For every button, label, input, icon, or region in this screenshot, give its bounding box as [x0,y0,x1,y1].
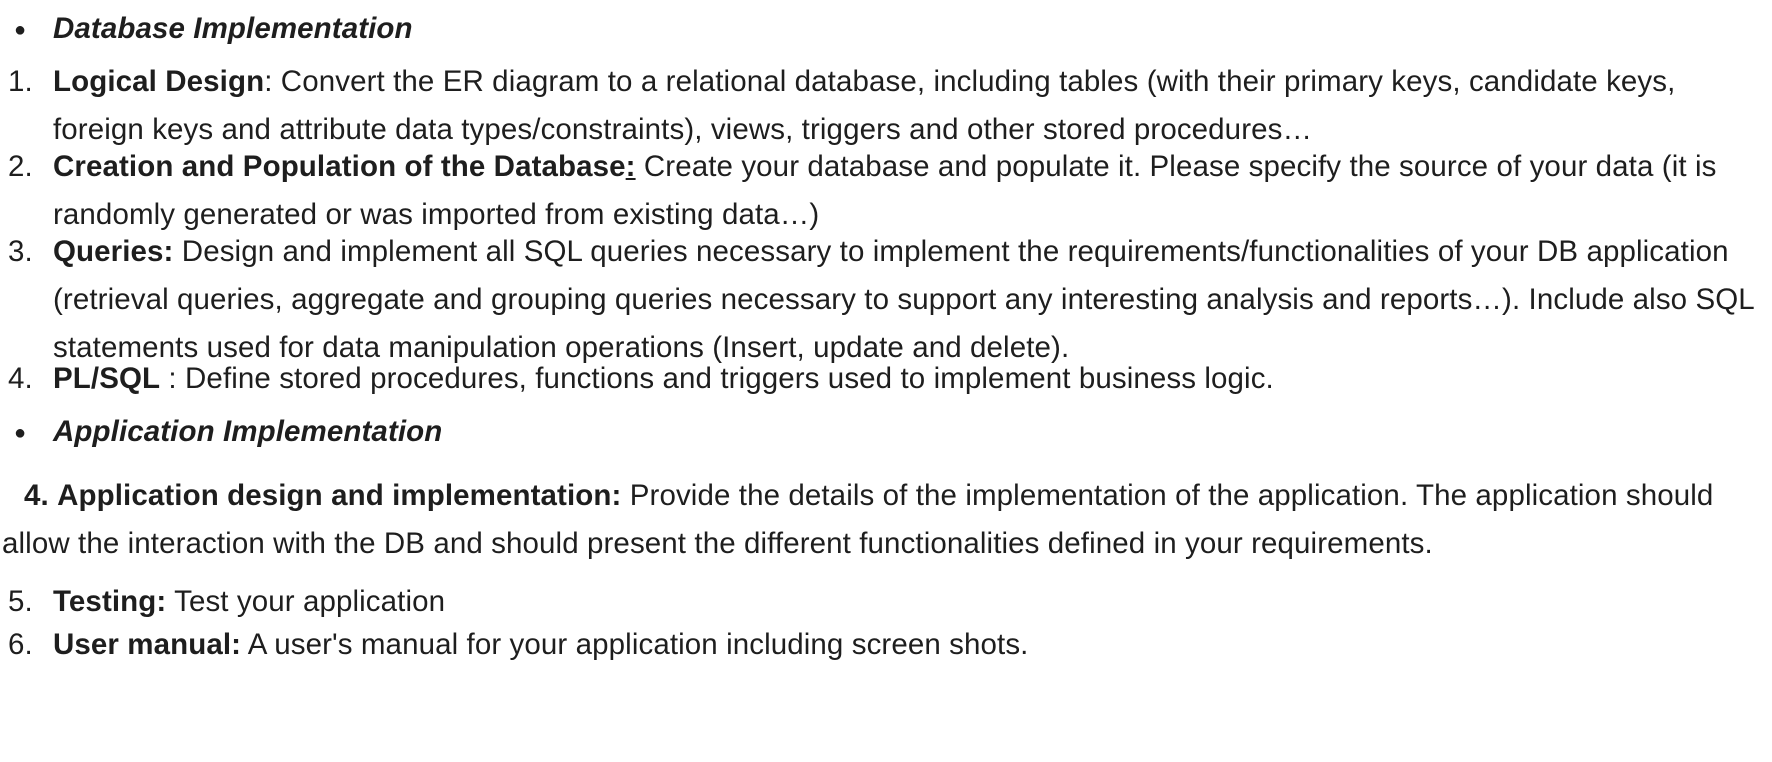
list-item-text: : Convert the ER diagram to a relational database, including tables (with their primary keys, candidate keys, foreign keys and attribute data types/constraints), views, triggers and other stored procedures… [53,65,1676,146]
list-item-text: : Define stored procedures, functions and triggers used to implement business logic. [160,362,1274,395]
list-item-term: PL/SQL [53,362,161,395]
list-item-creation-population [8,143,1758,239]
list-item-plsql [8,355,1758,403]
list-item-body [53,621,1758,669]
list-item-text: Test your application [166,585,446,618]
list-item-number: 6. [8,628,33,661]
section-heading-application-text: Application Implementation [53,415,443,448]
list-item-term: Creation and Population of the Database [53,150,626,183]
list-item-testing [8,578,1758,626]
list-item-body [53,143,1758,239]
section-heading-application [14,408,442,457]
list-item-term-suffix: : [625,150,636,183]
list-item-body [53,578,1758,626]
list-item-number: 4. [8,362,33,395]
list-item-text: Design and implement all SQL queries necessary to implement the requirements/functionalities of your DB application (retrieval queries, aggregate and grouping queries necessary to support any interesting analysis and reports…). Include also SQL statements used for data manipulation operations (Insert, update and delete). [53,235,1754,364]
section-heading-database [14,5,413,54]
bullet-icon: ● [14,422,27,444]
list-item-queries [8,228,1758,372]
list-item-term: Logical Design [53,65,265,98]
list-item-number: 2. [8,150,33,183]
list-item-logical-design [8,58,1758,154]
list-item-number: 1. [8,65,33,98]
bullet-icon: ● [14,19,27,41]
paragraph-term: Application design and implementation: [57,479,622,512]
paragraph-application-design [2,472,1762,568]
list-item-body [53,228,1758,372]
list-item-text: Create your database and populate it. Please specify the source of your data (it is randomly generated or was imported from existing data…) [53,150,1717,231]
list-item-term: User manual: [53,628,242,661]
list-item-text: A user's manual for your application including screen shots. [241,628,1029,661]
list-item-body [53,355,1758,403]
list-item-number: 3. [8,235,33,268]
section-heading-database-text: Database Implementation [53,12,413,45]
list-item-body [53,58,1758,154]
list-item-number: 5. [8,585,33,618]
list-item-term: Queries: [53,235,174,268]
list-item-term: Testing: [53,585,167,618]
list-item-user-manual [8,621,1758,669]
paragraph-number: 4. [24,479,49,512]
paragraph-text: Provide the details of the implementation of the application. The application should allow the interaction with the DB and should present the different functionalities defined in your requirements. [2,479,1714,560]
